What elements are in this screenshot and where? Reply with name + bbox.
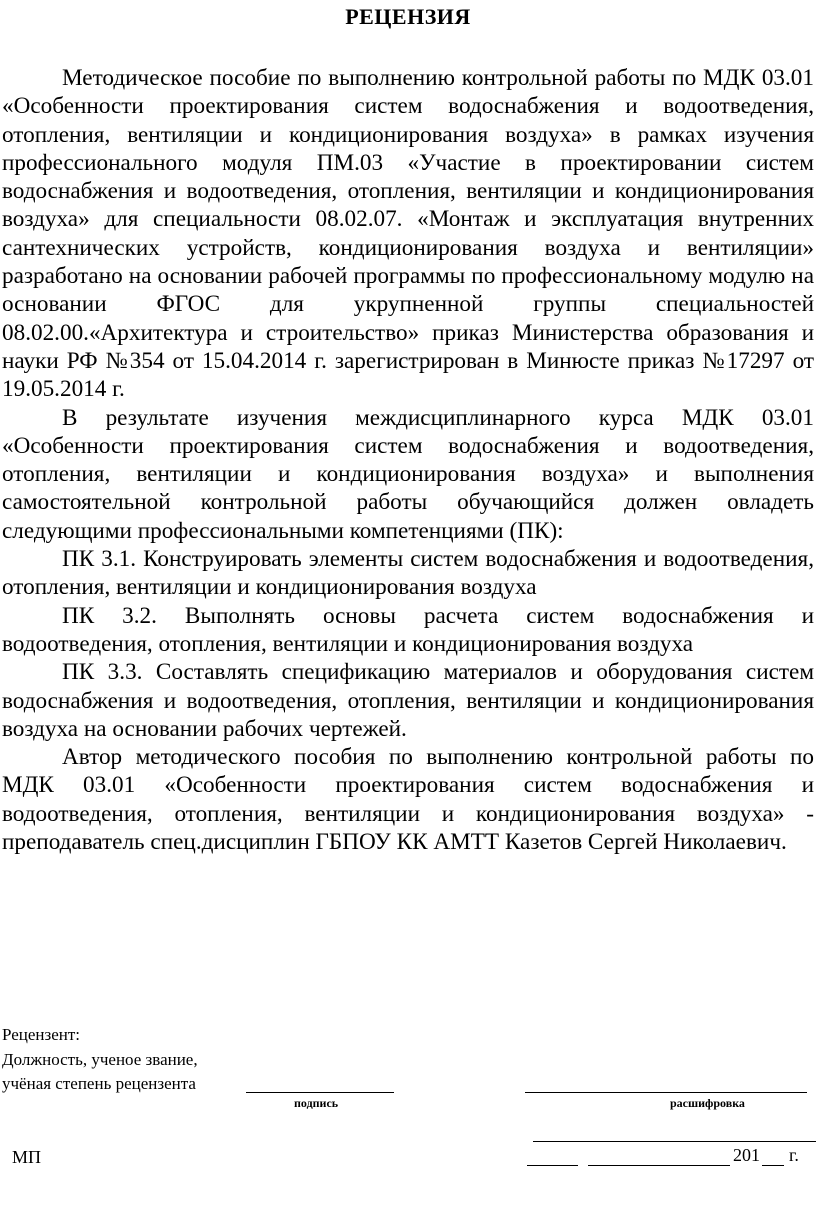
date-year-line: [762, 1165, 784, 1166]
paragraph-pk-3-1: ПК 3.1. Конструировать элементы систем водоснабжения и водоотведения, отопления, вентиляции и кондиционирования воздуха: [2, 546, 814, 601]
stamp-label: МП: [12, 1147, 42, 1167]
paragraph-pk-3-3: ПК 3.3. Составлять спецификацию материалов и оборудования систем водоснабжения и водоотведения, отопления, вентиляции и кондиционирования воздуха на основании рабочих чертежей.: [2, 659, 814, 742]
decode-line: [525, 1092, 807, 1093]
degree-label: учёная степень рецензента: [2, 1074, 196, 1093]
position-label: Должность, ученое звание,: [2, 1050, 198, 1069]
date-top-line: [533, 1141, 816, 1142]
paragraph-pk-3-2: ПК 3.2. Выполнять основы расчета систем водоснабжения и водоотведения, отопления, вентиляции и кондиционирования воздуха: [2, 602, 814, 657]
signature-line: [246, 1092, 394, 1093]
document-title: РЕЦЕНЗИЯ: [345, 4, 471, 29]
date-month-line: [588, 1165, 730, 1166]
paragraph-author: Автор методического пособия по выполнению контрольной работы по МДК 03.01 «Особенности проектирования систем водоснабжения и водоотведения, отопления, вентиляции и кондиционирования воздуха» - преподаватель спец.дисциплин ГБПОУ КК АМТТ Казетов Сергей Николаевич.: [2, 744, 814, 856]
review-body: [2, 64, 814, 856]
date-year-suffix: г.: [789, 1145, 799, 1165]
decode-caption: расшифровка: [670, 1096, 745, 1110]
signature-caption: подпись: [294, 1096, 339, 1110]
paragraph-intro: Методическое пособие по выполнению контрольной работы по МДК 03.01 «Особенности проектирования систем водоснабжения и водоотведения, отопления, вентиляции и кондиционирования воздуха» в рамках изучения профессионального модуля ПМ.03 «Участие в проектировании систем водоснабжения и водоотведения, отопления, вентиляции и кондиционирования воздуха» для специальности 08.02.07. «Монтаж и эксплуатация внутренних сантехнических устройств, кондиционирования воздуха и вентиляции» разработано на основании рабочей программы по профессиональному модулю на основании ФГОС для укрупненной группы специальностей 08.02.00.«Архитектура и строительство» приказ Министерства образования и науки РФ №354 от 15.04.2014 г. зарегистрирован в Минюсте приказ №17297 от 19.05.2014 г.: [2, 65, 814, 403]
paragraph-competencies: В результате изучения междисциплинарного курса МДК 03.01 «Особенности проектирования систем водоснабжения и водоотведения, отопления, вентиляции и кондиционирования воздуха» и выполнения самостоятельной контрольной работы обучающийся должен овладеть следующими профессиональными компетенциями (ПК):: [2, 404, 814, 544]
reviewer-label: Рецензент:: [2, 1025, 81, 1044]
date-day-line: [527, 1165, 578, 1166]
date-year: 201: [733, 1145, 760, 1165]
